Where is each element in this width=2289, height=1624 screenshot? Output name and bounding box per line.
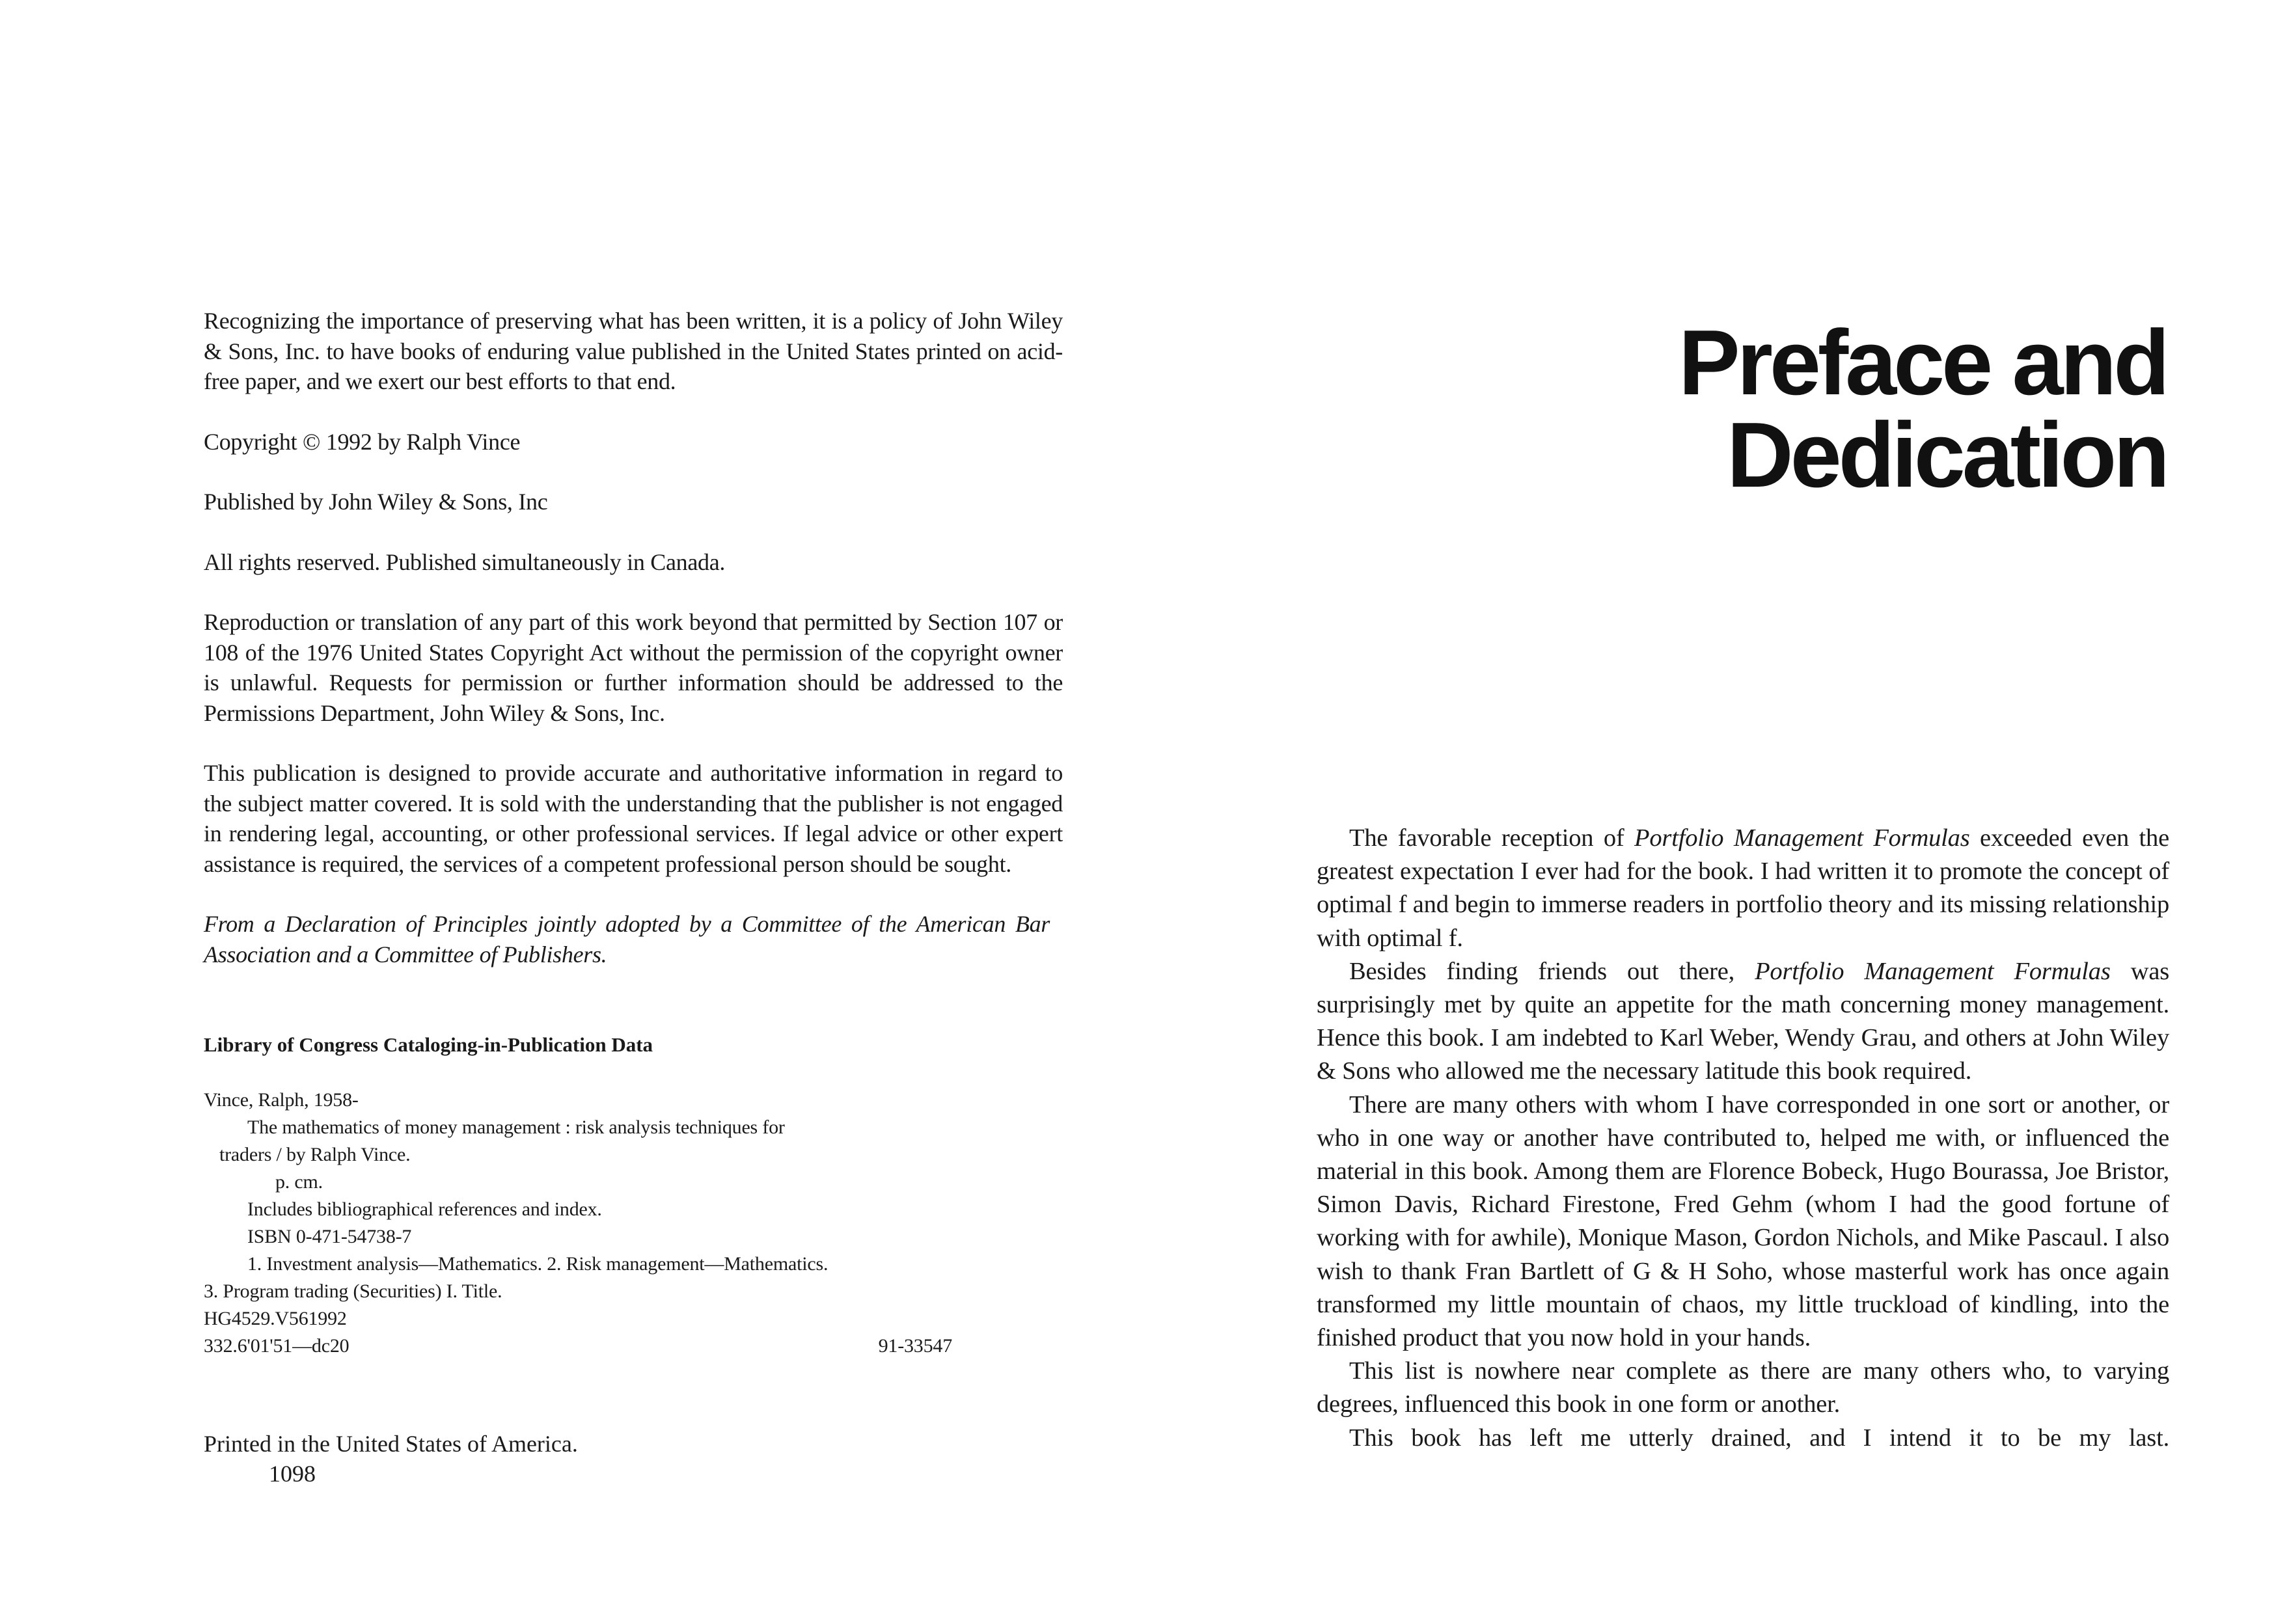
book-title-reference: Portfolio Management Formulas xyxy=(1634,824,1970,852)
cip-call-number: HG4529.V56 xyxy=(204,1308,308,1329)
disclaimer-paragraph: This publication is designed to provide accurate and authoritative information in regard to the subject matter covered. It is sold with the understanding that the publisher is not engaged in rendering legal, accounting, or other professional services. If legal advice or other expert assistance is required, the services of a competent professional person should be sought. xyxy=(204,760,1063,877)
cip-title-line-2: traders / by Ralph Vince. xyxy=(219,1144,411,1165)
cip-title-line-1: The mathematics of money management : risk analysis techniques for xyxy=(247,1116,785,1138)
cip-data-block xyxy=(204,1087,985,1360)
rights-line: All rights reserved. Published simultaneously in Canada. xyxy=(204,548,726,575)
preface-paragraph-5: This book has left me utterly drained, and I intend it to be my last. xyxy=(1349,1424,2169,1452)
chapter-title xyxy=(1678,311,2167,507)
cip-dewey-row xyxy=(204,1333,952,1360)
acid-free-paragraph: Recognizing the importance of preserving what has been written, it is a policy of John Wiley & Sons, Inc. to have books of enduring value published in the United States printed on acid-free paper, and we exert our best efforts to that end. xyxy=(204,308,1063,394)
cip-call-year: 1992 xyxy=(308,1308,347,1329)
preface-p1-text-b: exceeded even the greatest expectation I ever had for the book. I had written it to promote the concept of optimal f and begin to immerse readers in portfolio theory and its missing relationship with optimal f. xyxy=(1317,824,2169,952)
cip-call-number-line xyxy=(204,1305,985,1333)
reproduction-paragraph: Reproduction or translation of any part of this work beyond that permitted by Section 107 or 108 of the 1976 United States Copyright Act without the permission of the copyright owner is unlawful. Requests for permission or further information should be addressed to the Permissions Department, John Wiley & Sons, Inc. xyxy=(204,609,1063,726)
chapter-title-line-1: Preface and xyxy=(1678,311,2167,414)
chapter-title-line-2: Dedication xyxy=(1727,403,2167,507)
book-title-reference: Portfolio Management Formulas xyxy=(1755,957,2111,985)
preface-paragraph-4: This list is nowhere near complete as there are many others who, to varying degrees, influenced this book in one form or another. xyxy=(1317,1357,2169,1418)
cip-heading: Library of Congress Cataloging-in-Publication Data xyxy=(204,1033,653,1056)
preface-body xyxy=(1317,822,2169,1455)
cip-pages-line: p. cm. xyxy=(275,1171,323,1193)
cip-dewey: 332.6'01'51—dc20 xyxy=(204,1335,350,1357)
preface-paragraph-2 xyxy=(1317,955,2169,1089)
cip-isbn-line: ISBN 0-471-54738-7 xyxy=(247,1226,412,1247)
preface-paragraph-1 xyxy=(1317,822,2169,955)
cip-subjects-line-1: 1. Investment analysis—Mathematics. 2. Risk management—Mathematics. xyxy=(247,1253,829,1275)
copyright-line: Copyright © 1992 by Ralph Vince xyxy=(204,428,521,455)
printed-block xyxy=(204,1429,1095,1489)
printing-number: 1098 xyxy=(269,1461,316,1487)
printed-line: Printed in the United States of America. xyxy=(204,1431,578,1457)
copyright-page xyxy=(204,306,1095,1489)
cip-author-line: Vince, Ralph, 1958- xyxy=(204,1089,359,1111)
preface-p2-text-b: was surprisingly met by quite an appetite for the math concerning money management. Hence this book. I am indebted to Karl Weber, Wendy Grau, and others at John Wiley & Sons who allowed me the necessary latitude this book required. xyxy=(1317,957,2170,1085)
publisher-line: Published by John Wiley & Sons, Inc xyxy=(204,489,548,515)
preface-paragraph-3: There are many others with whom I have corresponded in one sort or another, or who in one way or another have contributed to, helped me with, or influenced the material in this book. Among them are Florence Bobeck, Hugo Bourassa, Joe Bristor, Simon Davis, Richard Firestone, Fred Gehm (whom I had the good fortune of working with for awhile), Monique Mason, Gordon Nichols, and Mike Pascaul. I also wish to thank Fran Bartlett of G & H Soho, whose masterful work has once again transformed my little mountain of chaos, my little truckload of kindling, into the finished product that you now hold in your hands. xyxy=(1317,1090,2169,1352)
cip-lccn: 91-33547 xyxy=(878,1335,952,1357)
preface-p1-text-a: The favorable reception of xyxy=(1349,824,1635,852)
preface-p2-text-a: Besides finding friends out there, xyxy=(1349,957,1755,985)
cip-includes-line: Includes bibliographical references and index. xyxy=(247,1198,602,1220)
cip-subjects-line-2: 3. Program trading (Securities) I. Title. xyxy=(204,1280,502,1302)
declaration-paragraph: From a Declaration of Principles jointly adopted by a Committee of the American Bar Association and a Committee of Publishers. xyxy=(204,911,1050,968)
